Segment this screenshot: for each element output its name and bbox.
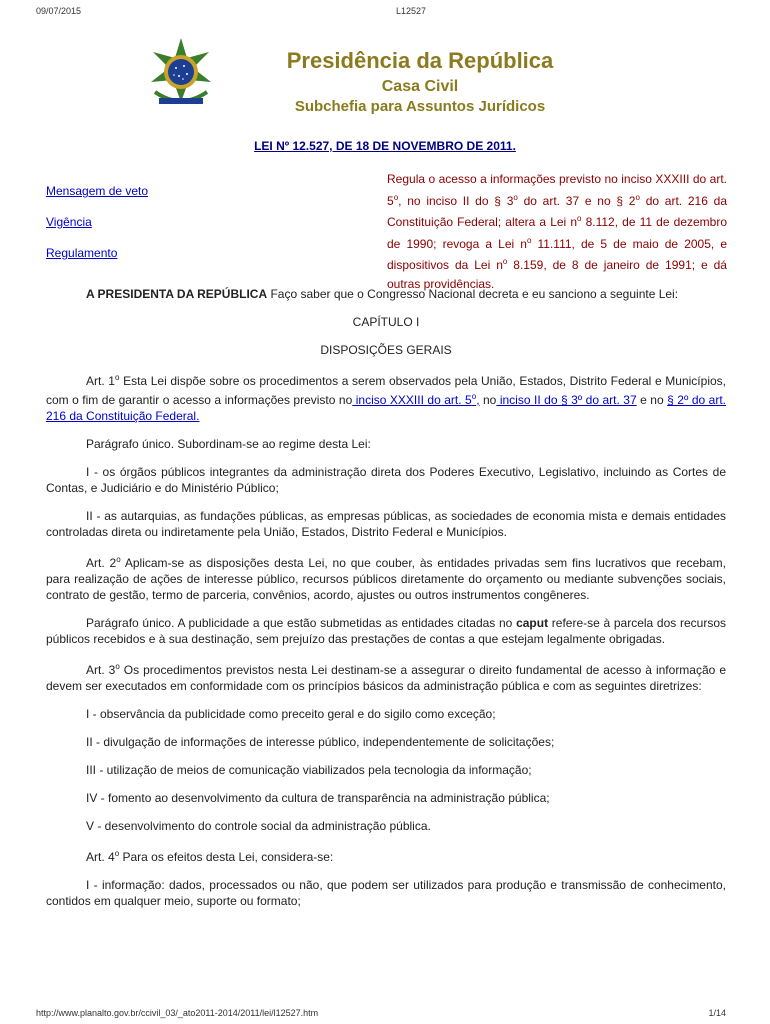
article-3-item-v: V - desenvolvimento do controle social da administração pública.	[86, 819, 431, 833]
article-4: Art. 4$^o$ Para os efeitos desta Lei, considera-se:	[86, 849, 334, 864]
regulamento-link[interactable]: Regulamento	[46, 246, 118, 260]
article-3-item-iv: IV - fomento ao desenvolvimento da cultura de transparência na administração pública;	[86, 791, 550, 805]
side-links	[46, 184, 148, 277]
gov-title: Presidência da República	[286, 48, 554, 73]
law-title-link[interactable]: LEI Nº 12.527, DE 18 DE NOVEMBRO DE 2011.	[254, 139, 516, 153]
article-1-item-ii: II - as autarquias, as fundações públicas, as empresas públicas, as sociedades de economia mista e demais entidades controladas direta ou indiretamente pela União, Estados, Distrito Federal e Municípios.	[46, 509, 726, 539]
chapter-title: DISPOSIÇÕES GERAIS	[320, 343, 452, 357]
vigencia-link[interactable]: Vigência	[46, 215, 92, 229]
article-3-item-iii: III - utilização de meios de comunicação viabilizados pela tecnologia da informação;	[86, 763, 532, 777]
article-3-item-i: I - observância da publicidade como preceito geral e do sigilo como exceção;	[86, 707, 496, 721]
preamble: A PRESIDENTA DA REPÚBLICA Faço saber que o Congresso Nacional decreta e eu sanciono a seguinte Lei:	[86, 287, 679, 301]
print-page-number: 1/14	[708, 1008, 726, 1018]
law-body	[46, 286, 726, 921]
coat-of-arms-icon	[146, 36, 216, 116]
law-summary: Regula o acesso a informações previsto no inciso XXXIII do art. 5$^o$, no inciso II do § 3$^o$ do art. 37 e no § 2$^o$ do art. 216 da Constituição Federal; altera a Lei $n^o$ 8.112, de 11 de dezembro de 1990; revoga a Lei $n^o$ 11.111, de 5 de maio de 2005, e dispositivos da Lei $n^o$ 8.159, de 8 de janeiro de 1991; e dá outras providências.	[387, 172, 728, 291]
gov-subtitle: Casa Civil	[381, 78, 459, 95]
article-4-item-i: I - informação: dados, processados ou não, que podem ser utilizados para produção e transmissão de conhecimento, contidos em qualquer meio, suporte ou formato;	[46, 878, 726, 908]
constitution-link-art216[interactable]: § 2º do art. 216 da Constituição Federal.	[46, 393, 726, 423]
constitution-link-art37[interactable]: inciso II do § 3º do art. 37	[496, 393, 637, 407]
article-3: Art. 3$^o$ Os procedimentos previstos nesta Lei destinam-se a assegurar o direito fundamental de acesso à informação e devem ser executados em conformidade com os princípios básicos da administração pública e com as seguintes diretrizes:	[46, 662, 726, 693]
veto-message-link[interactable]: Mensagem de veto	[46, 184, 149, 198]
article-1: Art. 1$^o$ Esta Lei dispõe sobre os procedimentos a serem observados pela União, Estados, Distrito Federal e Municípios, com o fim de garantir o acesso a informações previsto no inciso XXXIII do art. 5$^o$, no inciso II do § 3º do art. 37 e no § 2º do art. 216 da Constituição Federal.	[46, 373, 726, 423]
gov-department: Subchefia para Assuntos Jurídicos	[294, 98, 546, 115]
article-2: Art. 2$^o$ Aplicam-se as disposições desta Lei, no que couber, às entidades privadas sem fins lucrativos que recebam, para realização de ações de interesse público, recursos públicos diretamente do orçamento ou mediante subvenções sociais, contrato de gestão, termo de parceria, convênios, acordo, ajustes ou outros instrumentos congêneres.	[46, 555, 726, 602]
print-doc-name: L12527	[396, 6, 427, 16]
article-2-paragraph: Parágrafo único. A publicidade a que estão submetidas as entidades citadas no caput refere-se à parcela dos recursos públicos recebidos e à sua destinação, sem prejuízo das prestações de contas a que estejam legalmente obrigadas.	[46, 616, 727, 646]
chapter-number: CAPÍTULO I	[352, 315, 420, 329]
article-1-item-i: I - os órgãos públicos integrantes da administração direta dos Poderes Executivo, Legislativo, incluindo as Cortes de Contas, e Judiciário e do Ministério Público;	[46, 465, 726, 495]
constitution-link-art5[interactable]: inciso XXXIII do art. 5$^o$,	[352, 392, 480, 407]
print-date: 09/07/2015	[36, 6, 82, 16]
article-3-item-ii: II - divulgação de informações de interesse público, independentemente de solicitações;	[86, 735, 555, 749]
article-1-paragraph: Parágrafo único. Subordinam-se ao regime desta Lei:	[86, 437, 371, 451]
print-url: http://www.planalto.gov.br/ccivil_03/_ato2011-2014/2011/lei/l12527.htm	[36, 1008, 319, 1018]
